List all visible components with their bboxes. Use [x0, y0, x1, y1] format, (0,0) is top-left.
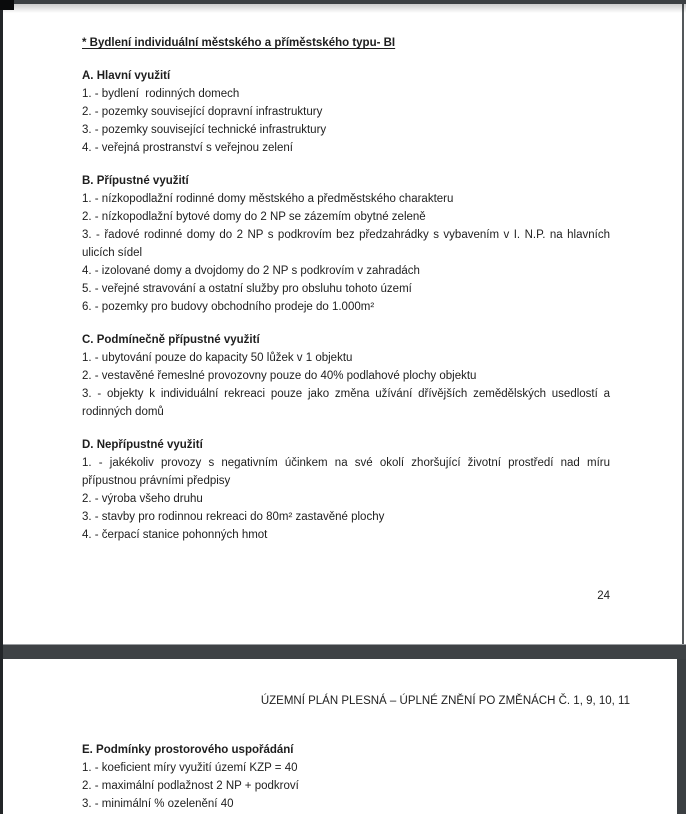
viewer-left-edge — [0, 0, 3, 814]
list-item: 2. - výroba všeho druhu — [82, 493, 203, 505]
list-item: 4. - izolované domy a dvojdomy do 2 NP s podkrovím v zahradách — [82, 265, 420, 277]
page2-right-gutter — [677, 659, 686, 814]
list-item: 2. - vestavěné řemeslné provozovny pouze do 40% podlahové plochy objektu — [82, 370, 477, 382]
viewer-top-shadow — [0, 4, 686, 13]
list-item: 6. - pozemky pro budovy obchodního prodeje do 1.000m² — [82, 301, 375, 313]
section-a-heading: A. Hlavní využití — [82, 70, 171, 82]
section-c-heading: C. Podmínečně přípustné využití — [82, 334, 260, 346]
list-item: 4. - veřejná prostranství s veřejnou zelení — [82, 142, 293, 154]
page-title: * Bydlení individuální městského a příměstského typu- BI — [82, 37, 396, 49]
list-item: 3. - minimální % ozelenění 40 — [82, 798, 234, 810]
list-item: 2. - maximální podlažnost 2 NP + podkroví — [82, 780, 299, 792]
list-item: 1. - bydlení rodinných domech — [82, 88, 240, 100]
page-2-content — [0, 659, 686, 813]
section-e-heading: E. Podmínky prostorového uspořádání — [82, 744, 294, 756]
list-item: 2. - nízkopodlažní bytové domy do 2 NP se zázemím obytné zeleně — [82, 211, 426, 223]
page-number: 24 — [597, 590, 610, 602]
list-item: 4. - čerpací stanice pohonných hmot — [82, 529, 268, 541]
list-item: 1. - jakékoliv provozy s negativním účinkem na své okolí zhoršující životní prostředí nad míru přípustnou právními předpisy — [82, 457, 610, 487]
document-header: ÚZEMNÍ PLÁN PLESNÁ – ÚPLNÉ ZNĚNÍ PO ZMĚNÁCH Č. 1, 9, 10, 11 — [260, 695, 630, 707]
list-item: 3. - řadové rodinné domy do 2 NP s podkrovím bez předzahrádky s vybavením v I. N.P. na hlavních ulicích sídel — [82, 229, 610, 259]
document-page-2[interactable] — [0, 659, 686, 814]
list-item: 3. - stavby pro rodinnou rekreaci do 80m² zastavěné plochy — [82, 511, 385, 523]
list-item: 3. - objekty k individuální rekreaci pouze jako změna užívání dřívějších zemědělských usedlostí a rodinných domů — [82, 388, 610, 418]
viewer-corner-block — [0, 0, 14, 10]
list-item: 1. - ubytování pouze do kapacity 50 lůžek v 1 objektu — [82, 352, 353, 364]
list-item: 3. - pozemky související technické infrastruktury — [82, 124, 327, 136]
viewer-right-line — [682, 0, 684, 644]
section-d-heading: D. Nepřípustné využití — [82, 439, 203, 451]
page-separator — [0, 644, 686, 659]
list-item: 1. - nízkopodlažní rodinné domy městského a předměstského charakteru — [82, 193, 454, 205]
section-b-heading: B. Přípustné využití — [82, 175, 189, 187]
list-item: 5. - veřejné stravování a ostatní služby pro obsluhu tohoto území — [82, 283, 412, 295]
list-item: 1. - koeficient míry využití území KZP = 40 — [82, 762, 298, 774]
list-item: 2. - pozemky související dopravní infrastruktury — [82, 106, 323, 118]
